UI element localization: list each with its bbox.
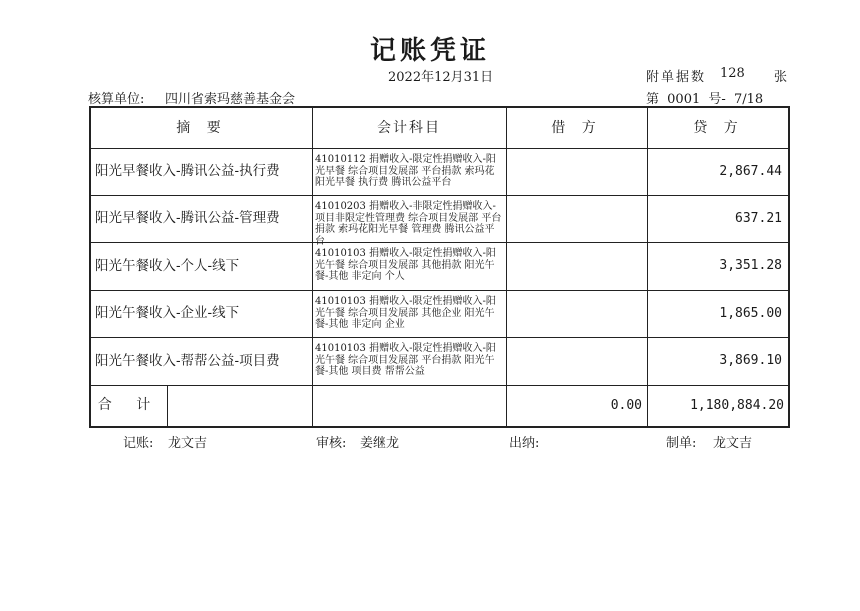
voucher-date: 2022年12月31日 xyxy=(388,70,494,85)
attachments-label: 附单据数 xyxy=(646,70,707,85)
total-label: 合 计 xyxy=(97,397,161,413)
row-summary: 阳光午餐收入-帮帮公益-项目费 xyxy=(95,353,280,369)
column-divider xyxy=(647,108,648,426)
header-debit: 借 方 xyxy=(551,120,602,136)
bookkeeper-name: 龙文吉 xyxy=(168,436,208,451)
attachments-count: 128 xyxy=(720,66,745,81)
row-credit: 1,865.00 xyxy=(719,306,782,321)
row-account: 41010103 捐赠收入-限定性捐赠收入-阳光午餐 综合项目发展部 其他企业 阳光午餐-其他 非定向 企业 xyxy=(315,296,496,330)
voucher-number-suffix: 号- xyxy=(708,92,726,107)
voucher-title: 记账凭证 xyxy=(369,36,490,66)
cashier-label: 出纳: xyxy=(509,436,540,451)
voucher-number xyxy=(646,88,767,107)
attachments-unit: 张 xyxy=(774,70,788,85)
voucher-number-value: 0001 xyxy=(667,92,701,107)
reviewer-label: 审核: xyxy=(316,436,347,451)
header-account: 会计科目 xyxy=(377,120,441,136)
row-credit: 3,869.10 xyxy=(719,353,782,368)
accounting-unit-name: 四川省索玛慈善基金会 xyxy=(165,92,296,107)
voucher-table xyxy=(89,106,790,428)
total-debit: 0.00 xyxy=(610,398,642,413)
row-credit: 2,867.44 xyxy=(719,164,782,179)
row-account: 41010112 捐赠收入-限定性捐赠收入-阳光早餐 综合项目发展部 平台捐款 索玛花阳光早餐 执行费 腾讯公益平台 xyxy=(315,154,496,188)
column-divider xyxy=(506,108,507,426)
row-summary: 阳光早餐收入-腾讯公益-执行费 xyxy=(95,163,280,179)
row-account: 41010203 捐赠收入-非限定性捐赠收入-项目非限定性管理费 综合项目发展部 平台捐款 索玛花阳光早餐 管理费 腾讯公益平台 xyxy=(315,201,502,247)
row-account: 41010103 捐赠收入-限定性捐赠收入-阳光午餐 综合项目发展部 其他捐款 阳光午餐-其他 非定向 个人 xyxy=(315,248,496,282)
row-summary: 阳光午餐收入-企业-线下 xyxy=(95,305,240,321)
row-account: 41010103 捐赠收入-限定性捐赠收入-阳光午餐 综合项目发展部 平台捐款 阳光午餐-其他 项目费 帮帮公益 xyxy=(315,343,496,377)
bookkeeper-label: 记账: xyxy=(123,436,154,451)
total-credit: 1,180,884.20 xyxy=(690,398,784,413)
row-credit: 3,351.28 xyxy=(719,258,782,273)
row-summary: 阳光早餐收入-腾讯公益-管理费 xyxy=(95,210,280,226)
maker-label: 制单: xyxy=(666,436,697,451)
accounting-unit-label: 核算单位: xyxy=(88,92,145,107)
voucher-page: 7/18 xyxy=(733,92,764,107)
header-summary: 摘 要 xyxy=(176,120,227,136)
total-divider xyxy=(167,385,168,426)
voucher-number-prefix: 第 xyxy=(646,92,660,107)
row-credit: 637.21 xyxy=(735,211,782,226)
header-credit: 贷 方 xyxy=(693,120,744,136)
row-summary: 阳光午餐收入-个人-线下 xyxy=(95,258,240,274)
maker-name: 龙文吉 xyxy=(713,436,753,451)
reviewer-name: 姜继龙 xyxy=(360,436,400,451)
